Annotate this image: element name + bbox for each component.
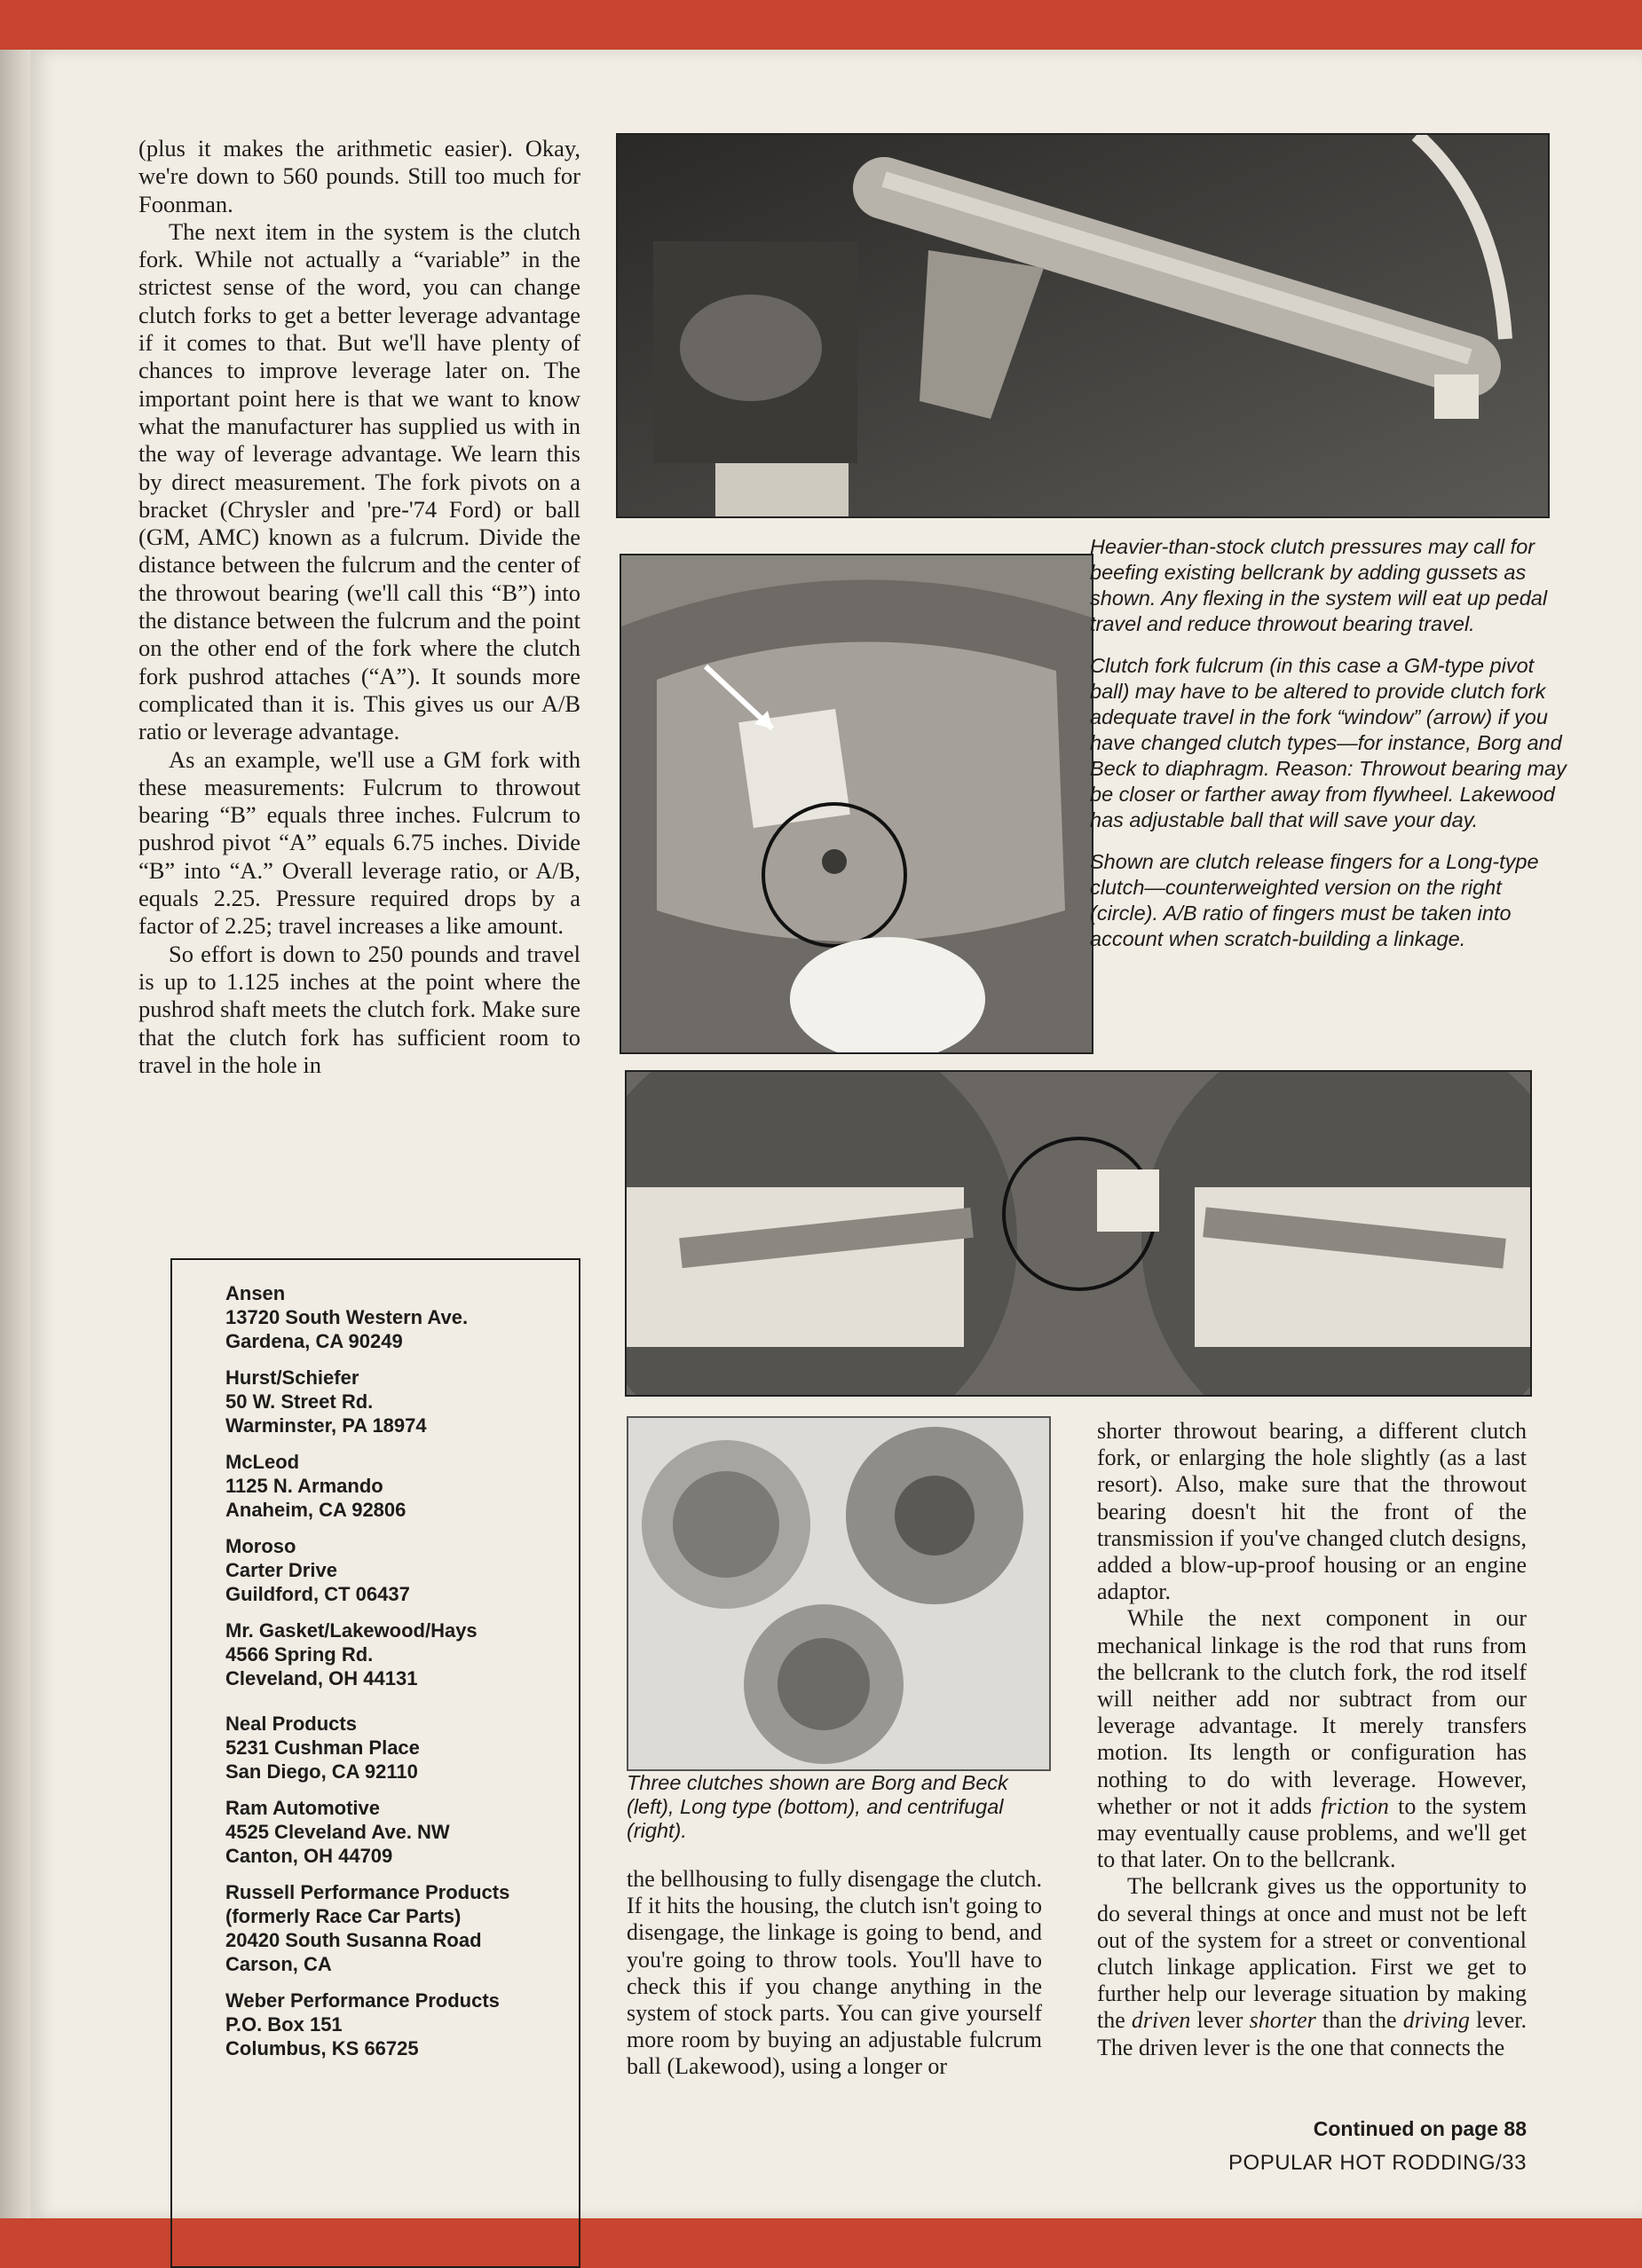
three-clutches-illustration xyxy=(628,1418,1049,1769)
release-fingers-illustration xyxy=(627,1072,1530,1395)
paragraph: As an example, we'll use a GM fork with these measurements: Fulcrum to throwout bearing “B” equals three inches. Fulcrum to pushrod pivot “A” equals 6.75 inches. Divide “B” into “A.” Overall leverage ratio, or A/B, equals 2.25. Pressure required drops by a factor of 2.25; travel increases a like amount. xyxy=(138,745,580,940)
source-entry: Weber Performance Products P.O. Box 151 Columbus, KS 66725 xyxy=(225,1989,500,2059)
left-text-column xyxy=(138,135,580,1079)
source-entry: Neal Products 5231 Cushman Place San Diego, CA 92110 xyxy=(225,1713,420,1783)
right-text-column xyxy=(1097,1418,1527,2061)
source-entry: Mr. Gasket/Lakewood/Hays 4566 Spring Rd. Cleveland, OH 44131 xyxy=(225,1619,478,1689)
source-entry: Hurst/Schiefer 50 W. Street Rd. Warminster, PA 18974 xyxy=(225,1366,427,1437)
fulcrum-photo xyxy=(620,554,1093,1054)
caption-three-clutches xyxy=(627,1771,1035,1859)
caption-fulcrum: Clutch fork fulcrum (in this case a GM-type pivot ball) may have to be altered to provide clutch fork adequate travel in the fork “window” (arrow) if you have changed clutch types—for instance, Borg and Beck to diaphragm. Reason: Throwout bearing may be closer or farther away from flywheel. Lakewood has adjustable ball that will save your day. xyxy=(1090,654,1567,831)
release-fingers-photo xyxy=(625,1070,1532,1397)
caption-bellcrank: Heavier-than-stock clutch pressures may call for beefing existing bellcrank by adding gussets as shown. Any flexing in the system will eat up pedal travel and reduce throwout bearing travel. xyxy=(1090,535,1548,635)
source-entry: Ansen 13720 South Western Ave. Gardena, CA 90249 xyxy=(225,1282,469,1352)
bellcrank-photo xyxy=(616,133,1550,518)
page-footer: POPULAR HOT RODDING/33 xyxy=(1228,2151,1527,2175)
source-entry: Moroso Carter Drive Guildford, CT 06437 xyxy=(225,1535,410,1605)
caption-release-fingers: Shown are clutch release fingers for a Long-type clutch—counterweighted version on the right (circle). A/B ratio of fingers must be taken into account when scratch-building a linkage. xyxy=(1090,850,1539,950)
paragraph: the bellhousing to fully disengage the clutch. If it hits the housing, the clutch isn't going to disengage, the linkage is going to bend, and you're going to throw tools. You'll have to check this if you change anything in the system of stock parts. You can give yourself more room by buying an adjustable fulcrum ball (Lakewood), using a longer or xyxy=(627,1866,1042,2080)
paragraph: shorter throwout bearing, a different clutch fork, or enlarging the hole slightly (as a last resort). Also, make sure that the throwout bearing doesn't hit the front of the transmission if you've changed clutch designs, added a blow-up-proof housing or an engine adaptor. xyxy=(1097,1418,1527,1605)
source-entry: McLeod 1125 N. Armando Anaheim, CA 92806 xyxy=(225,1451,407,1521)
middle-text-column xyxy=(627,1866,1042,2081)
paragraph: (plus it makes the arithmetic easier). Okay, we're down to 560 pounds. Still too much for Foonman. xyxy=(138,135,580,217)
three-clutches-photo xyxy=(627,1416,1051,1771)
source-entry: Russell Performance Products (formerly Race Car Parts) 20420 South Susanna Road Carson, CA xyxy=(225,1881,510,1975)
caption-block xyxy=(1090,534,1569,968)
source-entry: Ram Automotive 4525 Cleveland Ave. NW Canton, OH 44709 xyxy=(225,1797,450,1867)
continued-notice: Continued on page 88 xyxy=(1313,2117,1527,2140)
paragraph: The next item in the system is the clutch fork. While not actually a “variable” in the strictest sense of the word, you can change clutch forks to get a better leverage advantage if it comes to that. But we'll have plenty of chances to improve leverage later on. The important point here is that we want to know what the manufacturer has supplied us with in the way of leverage advantage. We learn this by direct measurement. The fork pivots on a bracket (Chrysler and 'pre-'74 Ford) or ball (GM, AMC) known as a fulcrum. Divide the distance between the fulcrum and the center of the throwout bearing (we'll call this “B”) into the distance between the fulcrum and the point on the other end of the fork where the clutch fork pushrod attaches (“A”). It sounds more complicated than it is. This gives us our A/B ratio or leverage advantage. xyxy=(138,217,580,745)
paragraph: So effort is down to 250 pounds and travel is up to 1.125 inches at the point where the pushrod shaft meets the clutch fork. Make sure that the clutch fork has sufficient room to travel in the hole in xyxy=(138,940,580,1078)
paragraph: While the next component in our mechanical linkage is the rod that runs from the bellcrank to the clutch fork, the rod itself will neither add nor subtract from our leverage advantage. It merely transfers motion. Its length or configuration has nothing to do with leverage. However, whether or not it adds friction to the system may eventually cause problems, and we'll get to that later. On to the bellcrank. xyxy=(1097,1605,1527,1873)
caption-three-clutches-text: Three clutches shown are Borg and Beck (left), Long type (bottom), and centrifugal (right). xyxy=(627,1771,1008,1842)
sources-box xyxy=(170,1258,580,2268)
paragraph: The bellcrank gives us the opportunity to do several things at once and must not be left out of the system for a street or conventional clutch linkage application. First we get to further help our leverage situation by making the driven lever shorter than the driving lever. The driven lever is the one that connects the xyxy=(1097,1873,1528,2060)
bellcrank-illustration xyxy=(618,135,1548,516)
fulcrum-illustration xyxy=(621,555,1092,1052)
